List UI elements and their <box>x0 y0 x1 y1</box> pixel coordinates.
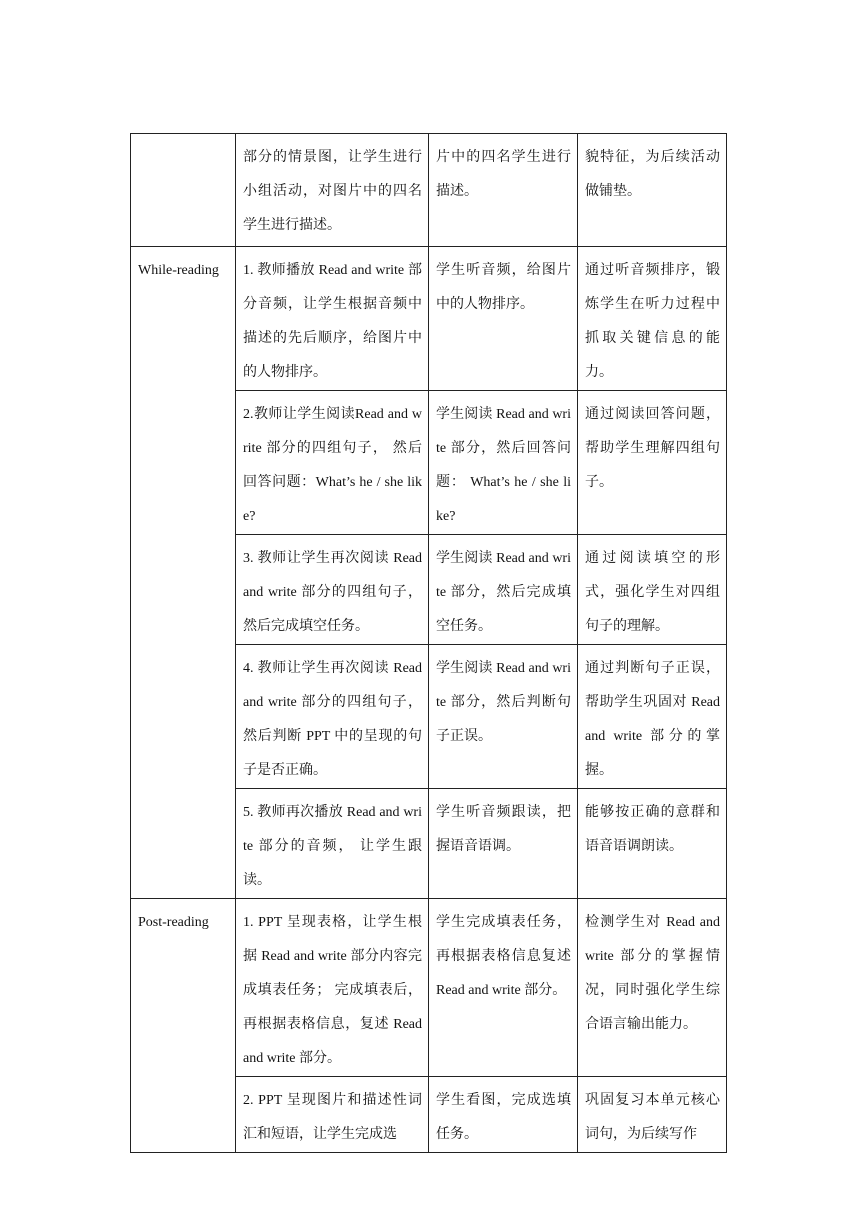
purpose-cell: 通过阅读填空的形式，强化学生对四组句子的理解。 <box>578 535 727 645</box>
purpose-cell: 检测学生对 Read and write 部分的掌握情况，同时强化学生综合语言输出能力。 <box>578 899 727 1077</box>
purpose-cell: 能够按正确的意群和语音语调朗读。 <box>578 789 727 899</box>
teacher-activity-cell: 1. 教师播放 Read and write 部分音频，让学生根据音频中描述的先后顺序，给图片中的人物排序。 <box>236 247 429 391</box>
teacher-activity-cell: 1. PPT 呈现表格，让学生根据 Read and write 部分内容完成填表任务； 完成填表后，再根据表格信息，复述 Read and write 部分。 <box>236 899 429 1077</box>
lesson-plan-table <box>130 133 727 1153</box>
student-activity-cell: 学生看图，完成选填任务。 <box>429 1077 578 1153</box>
student-activity-cell: 学生听音频跟读，把握语音语调。 <box>429 789 578 899</box>
teacher-activity-cell: 3. 教师让学生再次阅读 Read and write 部分的四组句子，然后完成填空任务。 <box>236 535 429 645</box>
teacher-activity-cell: 部分的情景图，让学生进行小组活动，对图片中的四名学生进行描述。 <box>236 134 429 247</box>
purpose-cell: 通过听音频排序，锻炼学生在听力过程中抓取关键信息的能力。 <box>578 247 727 391</box>
stage-cell <box>131 134 236 247</box>
student-activity-cell: 学生阅读 Read and write 部分，然后完成填空任务。 <box>429 535 578 645</box>
student-activity-cell: 学生听音频，给图片中的人物排序。 <box>429 247 578 391</box>
stage-cell: While-reading <box>131 247 236 899</box>
student-activity-cell: 片中的四名学生进行描述。 <box>429 134 578 247</box>
table-row <box>131 899 727 1077</box>
student-activity-cell: 学生完成填表任务，再根据表格信息复述 Read and write 部分。 <box>429 899 578 1077</box>
teacher-activity-cell: 5. 教师再次播放 Read and write 部分的音频， 让学生跟读。 <box>236 789 429 899</box>
student-activity-cell: 学生阅读 Read and write 部分，然后判断句子正误。 <box>429 645 578 789</box>
table-row <box>131 134 727 247</box>
teacher-activity-cell: 4. 教师让学生再次阅读 Read and write 部分的四组句子，然后判断 PPT 中的呈现的句子是否正确。 <box>236 645 429 789</box>
purpose-cell: 通过阅读回答问题，帮助学生理解四组句子。 <box>578 391 727 535</box>
purpose-cell: 通过判断句子正误，帮助学生巩固对 Read and write 部分的掌握。 <box>578 645 727 789</box>
table-row <box>131 247 727 391</box>
student-activity-cell: 学生阅读 Read and write 部分，然后回答问题： What’s he / she like? <box>429 391 578 535</box>
teacher-activity-cell: 2.教师让学生阅读Read and write 部分的四组句子， 然后回答问题：What’s he / she like? <box>236 391 429 535</box>
purpose-cell: 巩固复习本单元核心词句，为后续写作 <box>578 1077 727 1153</box>
purpose-cell: 貌特征，为后续活动做铺垫。 <box>578 134 727 247</box>
teacher-activity-cell: 2. PPT 呈现图片和描述性词汇和短语，让学生完成选 <box>236 1077 429 1153</box>
stage-cell: Post-reading <box>131 899 236 1153</box>
